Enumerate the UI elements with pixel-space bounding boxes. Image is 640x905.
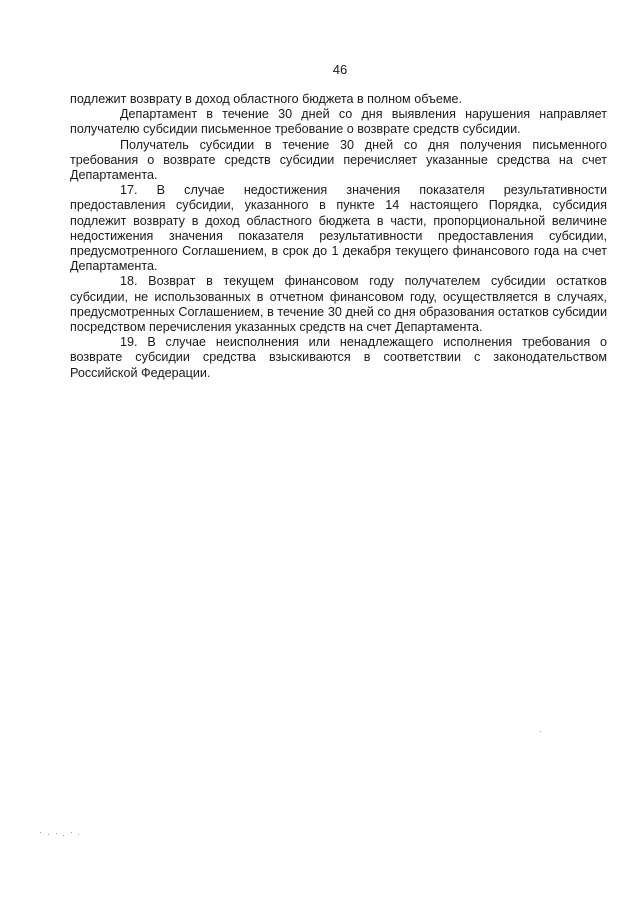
paragraph-item-18: 18. Возврат в текущем финансовом году получателем субсидии остатков субсидии, не использованных в отчетном финансовом году, осуществляется в случаях, предусмотренных Соглашением, в течение 30 дней со дня образования остатков субсидии посредством перечисления указанных средств на счет Департамента.: [70, 274, 607, 335]
paragraph-item-19: 19. В случае неисполнения или ненадлежащего исполнения требования о возврате субсидии средства взыскиваются в соответствии с законодательством Российской Федерации.: [70, 335, 607, 380]
page-number: 46: [332, 62, 348, 77]
document-body: [70, 92, 607, 381]
paragraph-continuation: подлежит возврату в доход областного бюджета в полном объеме.: [70, 92, 463, 106]
paragraph-recipient-transfer: Получатель субсидии в течение 30 дней со дня получения письменного требования о возврате средств субсидии перечисляет указанные средства на счет Департамента.: [70, 137, 607, 183]
paragraph-department-requirement: Департамент в течение 30 дней со дня выявления нарушения направляет получателю субсидии письменное требование о возврате средств субсидии.: [70, 107, 607, 137]
paragraph-item-17: 17. В случае недостижения значения показателя результативности предоставления субсидии, указанного в пункте 14 настоящего Порядка, субсидия подлежит возврату в доход областного бюджета в части, пропорциональной величине недостижения значения показателя результативности предоставления субсидии, предусмотренного Соглашением, в срок до 1 декабря текущего финансового года на счет Департамента.: [70, 183, 607, 274]
